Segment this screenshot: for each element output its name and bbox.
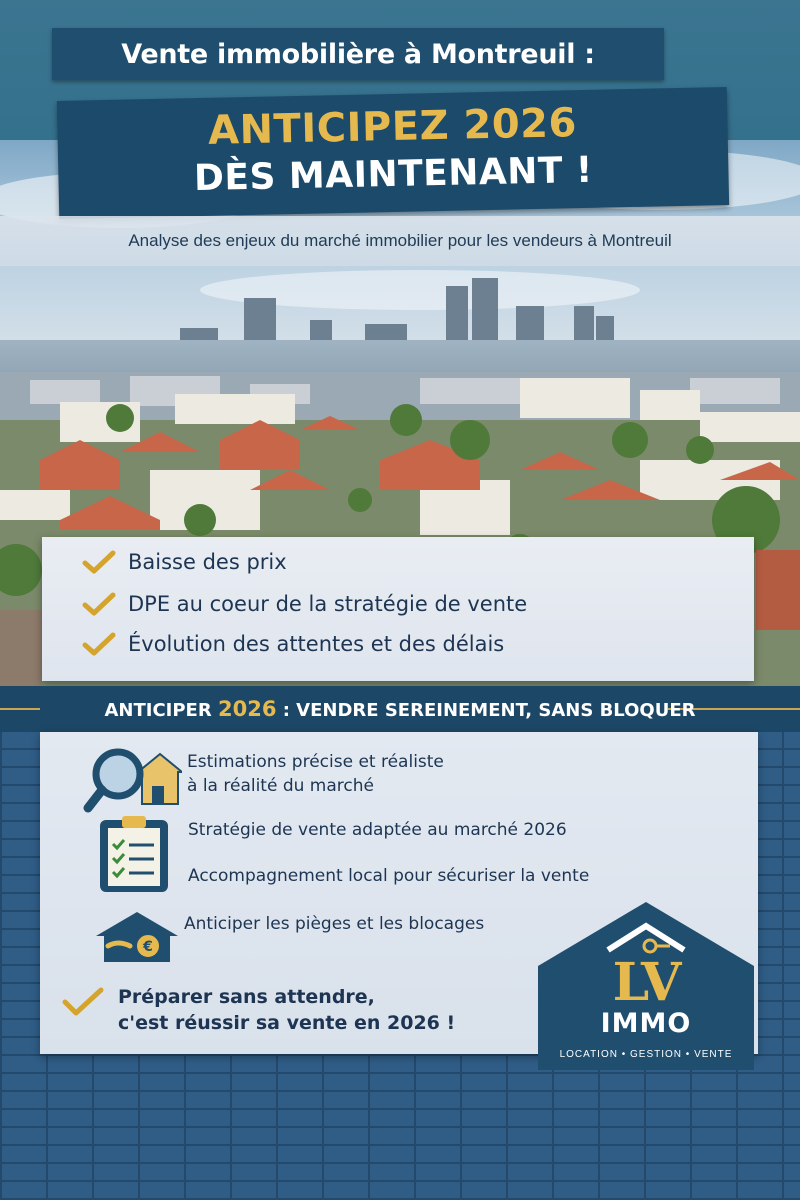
feature-text (188, 818, 567, 842)
magnifier-house-icon (82, 744, 182, 816)
feature-text (188, 864, 589, 888)
feature-line: Anticiper les pièges et les blocages (184, 914, 485, 934)
cta-line: Préparer sans attendre, (118, 986, 375, 1008)
issue-label: Baisse des prix (128, 550, 287, 574)
issues-paper (42, 537, 754, 681)
logo-monogram: LV (612, 952, 680, 1013)
clipboard-checklist-icon (96, 814, 172, 894)
issue-item (82, 591, 527, 617)
lv-immo-logo (538, 902, 754, 1070)
location-banner (52, 28, 664, 80)
house-euro-icon (92, 908, 182, 966)
checkmark-icon (82, 631, 116, 657)
issue-item (82, 549, 287, 575)
issue-label: DPE au coeur de la stratégie de vente (128, 592, 528, 616)
logo-name: IMMO (600, 1008, 692, 1039)
section-title-year: 2026 (217, 697, 277, 721)
feature-line: à la réalité du marché (187, 776, 374, 796)
call-to-action (62, 984, 455, 1036)
svg-text:€: € (143, 939, 153, 955)
location-banner-text: Vente immobilière à Montreuil : (121, 38, 595, 70)
subtitle-strip (0, 216, 800, 266)
subtitle: Analyse des enjeux du marché immobilier pour les vendeurs à Montreuil (128, 231, 672, 250)
feature-line: Stratégie de vente adaptée au marché 2026 (188, 820, 567, 840)
issue-label: Évolution des attentes et des délais (128, 632, 505, 656)
headline-banner (57, 87, 729, 219)
checkmark-icon (62, 986, 104, 1018)
issue-item (82, 631, 504, 657)
feature-text (184, 912, 484, 936)
headline-line-2: DÈS MAINTENANT ! (193, 149, 594, 200)
checkmark-icon (82, 549, 116, 575)
headline-line-1: ANTICIPEZ 2026 (207, 100, 578, 154)
cta-line: c'est réussir sa vente en 2026 ! (118, 1012, 456, 1034)
feature-line: Estimations précise et réaliste (187, 752, 444, 772)
section-title-suffix: : VENDRE SEREINEMENT, SANS BLOQUER (276, 700, 696, 721)
cta-text (118, 984, 455, 1036)
section-bar (0, 686, 800, 732)
feature-text (187, 750, 444, 798)
checkmark-icon (82, 591, 116, 617)
gold-rule (0, 708, 40, 710)
section-title (104, 697, 695, 721)
logo-tagline: LOCATION • GESTION • VENTE (559, 1049, 733, 1060)
feature-line: Accompagnement local pour sécuriser la vente (188, 866, 590, 886)
section-title-prefix: ANTICIPER (104, 700, 218, 721)
